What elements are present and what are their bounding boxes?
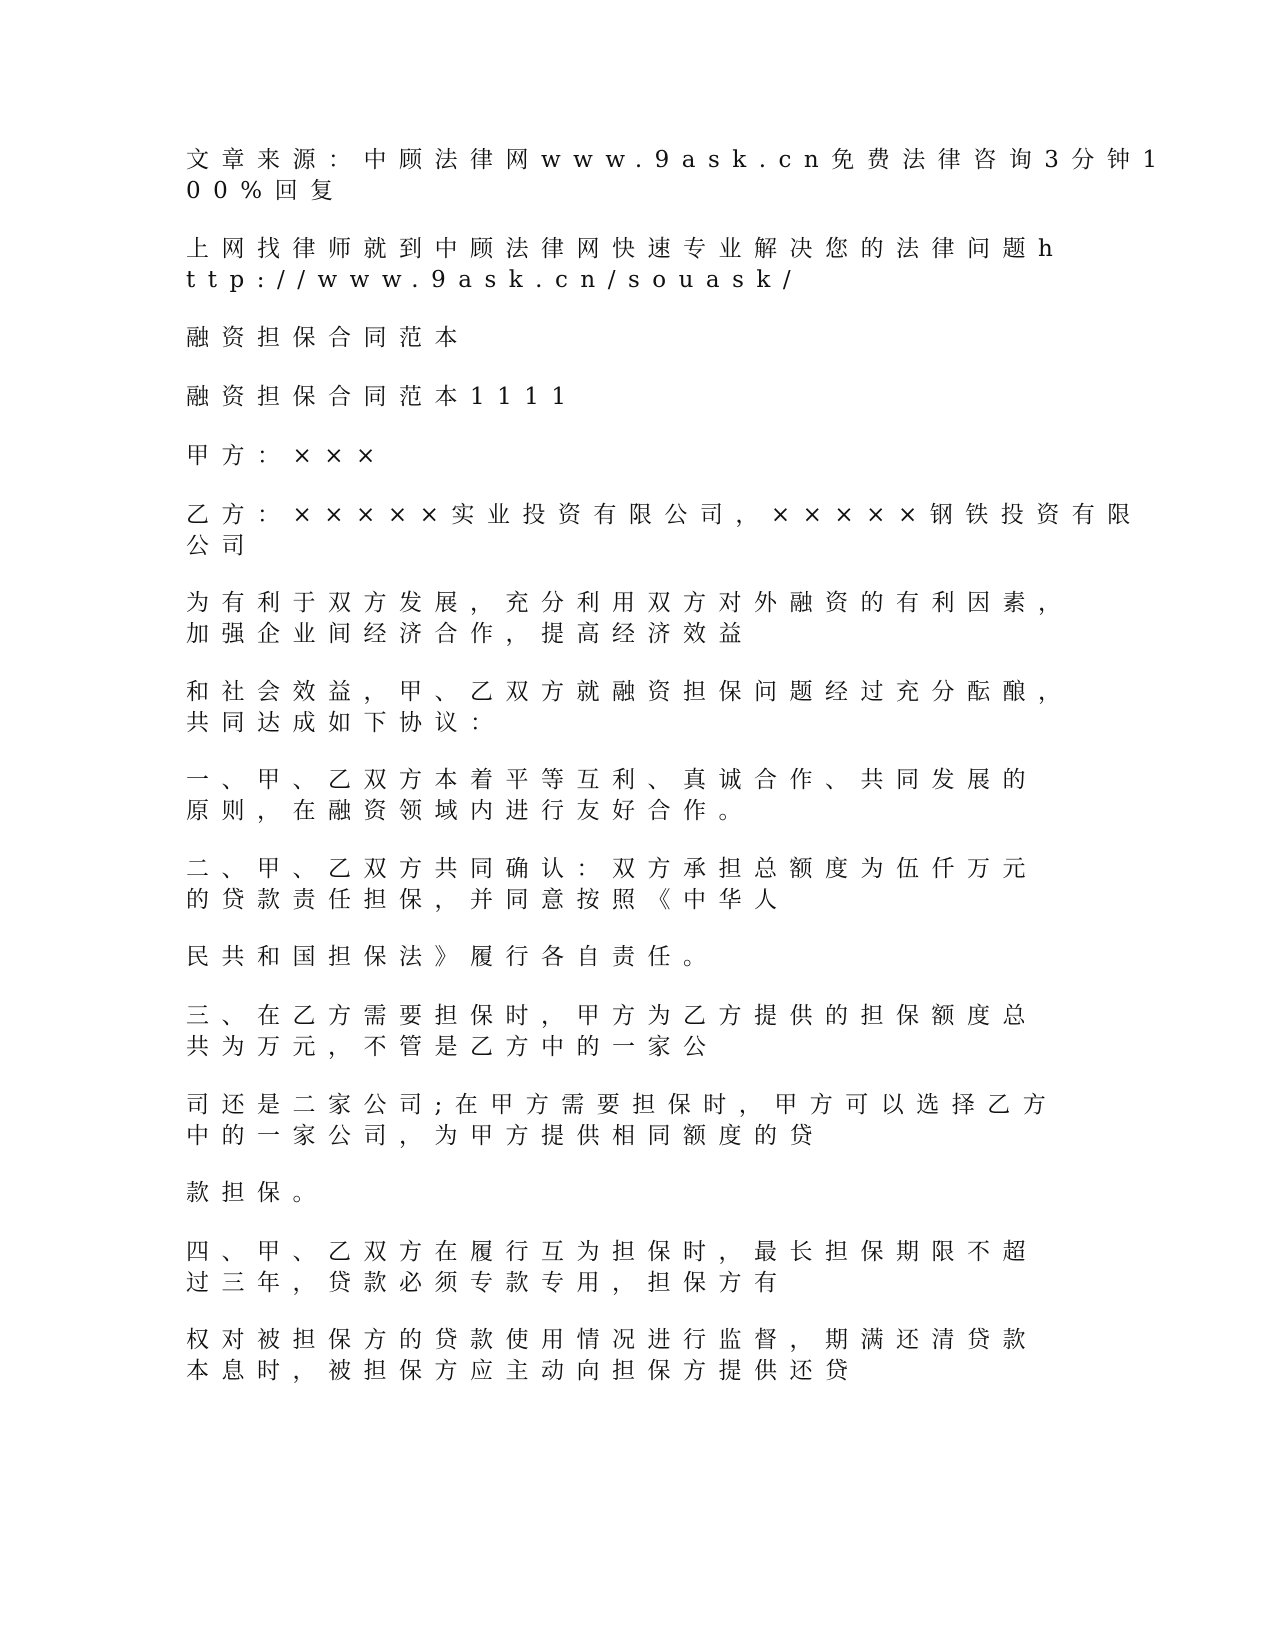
- document-subtitle: [186, 382, 1086, 413]
- text-line: 乙方：×××××实业投资有限公司，×××××钢铁投资有限: [186, 502, 1143, 528]
- clause-4: [186, 1237, 1086, 1299]
- text-line: ttp://www.9ask.cn/souask/: [186, 267, 804, 293]
- text-line: 融资担保合同范本1111: [186, 384, 579, 410]
- clause-3: [186, 1001, 1086, 1063]
- text-line: 原则，在融资领域内进行友好合作。: [186, 798, 754, 824]
- text-line: 为有利于双方发展，充分利用双方对外融资的有利因素，: [186, 590, 1074, 616]
- text-line: 二、甲、乙双方共同确认：双方承担总额度为伍仟万元: [186, 856, 1038, 882]
- text-line: 甲方：×××: [186, 443, 388, 469]
- clause-3-end: [186, 1178, 1086, 1209]
- text-line: 本息时，被担保方应主动向担保方提供还贷: [186, 1358, 861, 1384]
- clause-4-continued: [186, 1325, 1086, 1387]
- text-line: 过三年，贷款必须专款专用，担保方有: [186, 1270, 790, 1296]
- text-line: 民共和国担保法》履行各自责任。: [186, 944, 719, 970]
- text-line: 加强企业间经济合作，提高经济效益: [186, 621, 754, 647]
- clause-1: [186, 765, 1086, 827]
- party-a: [186, 441, 1086, 472]
- text-line: 三、在乙方需要担保时，甲方为乙方提供的担保额度总: [186, 1003, 1038, 1029]
- text-line: 的贷款责任担保，并同意按照《中华人: [186, 887, 790, 913]
- promo-note: [186, 234, 1086, 296]
- text-line: 权对被担保方的贷款使用情况进行监督，期满还清贷款: [186, 1327, 1038, 1353]
- preamble-paragraph: [186, 588, 1086, 650]
- text-line: 司还是二家公司;在甲方需要担保时，甲方可以选择乙方: [186, 1092, 1059, 1118]
- clause-2: [186, 854, 1086, 916]
- text-line: 中的一家公司，为甲方提供相同额度的贷: [186, 1123, 825, 1149]
- text-line: 款担保。: [186, 1180, 328, 1206]
- text-line: 共为万元，不管是乙方中的一家公: [186, 1034, 719, 1060]
- text-line: 一、甲、乙双方本着平等互利、真诚合作、共同发展的: [186, 767, 1038, 793]
- party-b: [186, 500, 1143, 562]
- text-line: 四、甲、乙双方在履行互为担保时，最长担保期限不超: [186, 1239, 1038, 1265]
- preamble-paragraph: [186, 677, 1086, 739]
- text-line: 文章来源：中顾法律网www.9ask.cn免费法律咨询3分钟1: [186, 147, 1170, 173]
- document-title: [186, 323, 1086, 354]
- text-line: 融资担保合同范本: [186, 325, 470, 351]
- source-note: [186, 145, 1170, 207]
- text-line: 公司: [186, 533, 257, 559]
- text-line: 共同达成如下协议：: [186, 710, 506, 736]
- text-line: 上网找律师就到中顾法律网快速专业解决您的法律问题h: [186, 236, 1066, 262]
- clause-3-continued: [186, 1090, 1086, 1152]
- clause-2-continued: [186, 942, 1086, 973]
- text-line: 和社会效益，甲、乙双方就融资担保问题经过充分酝酿，: [186, 679, 1074, 705]
- text-line: 00%回复: [186, 178, 346, 204]
